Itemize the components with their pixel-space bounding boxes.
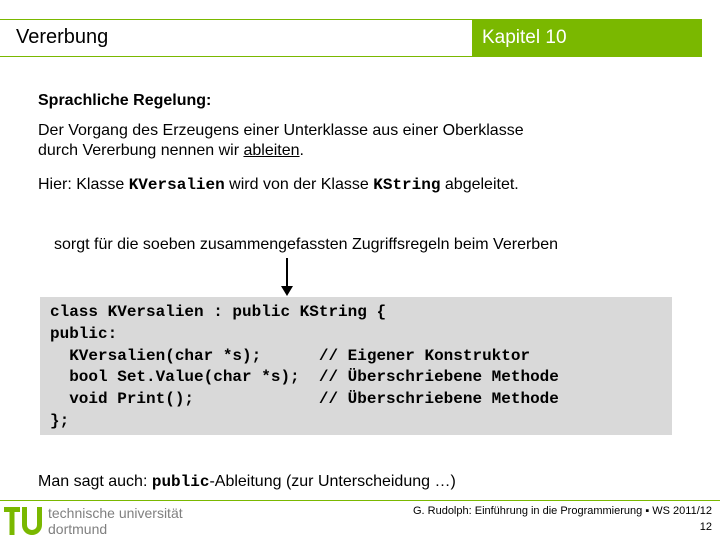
summary-post: -Ableitung (zur Unterscheidung …) (209, 473, 456, 490)
code-line: public: (50, 324, 118, 343)
definition-text: durch Vererbung nennen wir (38, 142, 244, 159)
definition-line-1: Der Vorgang des Erzeugens einer Unterklasse aus einer Oberklasse (38, 122, 524, 139)
arrow-head-icon (281, 286, 293, 296)
example-text-post: abgeleitet. (440, 176, 519, 193)
class-name-kstring: KString (373, 176, 441, 194)
paragraph-definition (38, 121, 524, 161)
code-block (40, 297, 672, 435)
summary-line (38, 473, 456, 491)
lecture-credit: G. Rudolph: Einführung in die Programmierung ▪ WS 2011/12 (412, 505, 712, 517)
footer-divider (0, 500, 720, 501)
definition-end: . (299, 142, 304, 159)
term-ableiten: ableiten (243, 142, 300, 159)
code-line: class KVersalien : public KString { (50, 303, 387, 321)
example-text-pre: Hier: Klasse (38, 176, 129, 193)
page-number: 12 (699, 521, 712, 533)
class-name-kversalien: KVersalien (128, 176, 225, 194)
slide-title: Vererbung (16, 26, 109, 48)
code-line: void Print(); // Überschriebene Methode (50, 390, 559, 409)
university-city: dortmund (48, 521, 108, 537)
definition-line-2 (38, 141, 524, 161)
chapter-label: Kapitel 10 (472, 19, 702, 57)
paragraph-example (38, 175, 519, 195)
code-line: bool Set.Value(char *s); // Überschriebene Methode (50, 368, 559, 387)
arrow-down-icon (286, 258, 288, 288)
example-text-mid: wird von der Klasse (224, 176, 374, 193)
university-name: technische universität (48, 505, 183, 521)
code-line: }; (50, 411, 70, 430)
subheading: Sprachliche Regelung: (38, 92, 212, 109)
tu-logo-icon (4, 505, 44, 537)
keyword-public: public (151, 473, 210, 491)
code-line: KVersalien(char *s); // Eigener Konstruktor (50, 346, 531, 365)
summary-pre: Man sagt auch: (38, 473, 152, 490)
annotation-note: sorgt für die soeben zusammengefassten Zugriffsregeln beim Vererben (54, 236, 558, 253)
